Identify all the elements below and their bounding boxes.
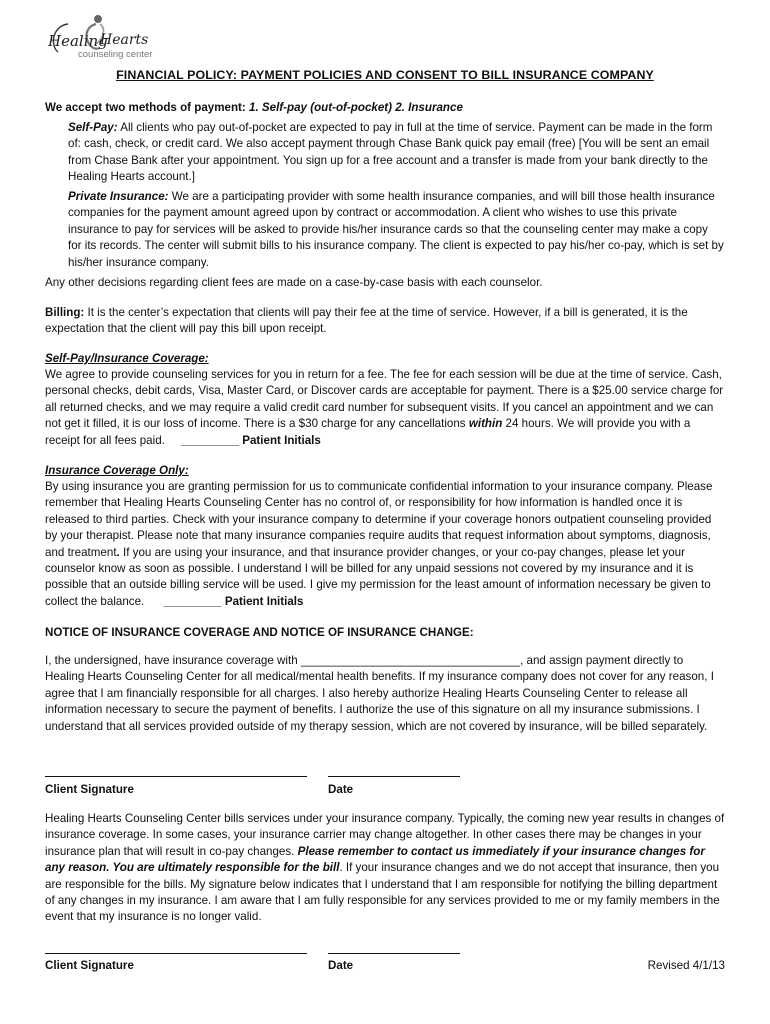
closing-text-b: . If your insurance changes and we do not accept that insurance, then you are responsible for the bills. My signature below indicates that I understand that I am responsible for notifying the billing department of any changes in my insurance. I am aware that I am fully responsible for any services provided to me or my family members in the event that my insurance is no longer valid. (45, 861, 720, 924)
self-pay-text: All clients who pay out-of-pocket are expected to pay in full at the time of service. Payment can be made in the form of: cash, check, or credit card. We also accept payment through Chase Bank quick pay email (free) [You will be sent an email from Chase Bank after your appointment. You sign up for a free account and a transfer is made from your bank directly to the Healing Hearts account.] (68, 121, 713, 184)
svg-text:counseling center: counseling center (78, 49, 153, 60)
page-title: FINANCIAL POLICY: PAYMENT POLICIES AND CONSENT TO BILL INSURANCE COMPANY (116, 68, 654, 82)
client-signature-label-2: Client Signature (45, 959, 134, 972)
self-pay-coverage-heading: Self-Pay/Insurance Coverage: (45, 352, 209, 365)
billing-paragraph (45, 305, 725, 338)
billing-text: It is the center’s expectation that clients will pay their fee at the time of service. However, if a bill is generated, it is the expectation that the client will pay this bill upon receipt. (45, 306, 688, 336)
client-signature-label-1: Client Signature (45, 783, 134, 796)
self-pay-label: Self-Pay: (68, 121, 118, 134)
payment-methods-lead: We accept two methods of payment: (45, 101, 246, 114)
self-pay-coverage-text-b: 24 hours. We will provide you with a receipt for all fees paid. (45, 417, 691, 447)
patient-initials-field-2[interactable]: _________ Patient Initials (163, 594, 304, 608)
self-pay-coverage-text-a: We agree to provide counseling services for you in return for a fee. The fee for each session will be due at the time of service. Cash, personal checks, debit cards, Visa, Master Card, or Discover cards are acceptable for payment. There is a $25.00 service charge for all returned checks, and we may require a valid credit card number for subsequent visits. If you cancel an appointment and we can not get it filled, it is our loss of income. There is a $30 charge for any cancellations (45, 368, 724, 431)
client-signature-line-2[interactable] (45, 953, 307, 954)
private-insurance-label: Private Insurance: (68, 190, 169, 203)
svg-text:Hearts: Hearts (100, 32, 149, 48)
logo-heart-figure-icon (44, 12, 164, 62)
insurance-only-text-a: By using insurance you are granting permission for us to communicate confidential information to your insurance company. Please remember that Healing Hearts Counseling Center has no control of, or responsibility for how information is handled once it is released to third parties. Check with your insurance company to determine if your coverage honors outpatient counseling provided by your therapist. Please note that many insurance companies require audits that request information about symptoms, diagnosis, and treatment (45, 480, 713, 559)
notice-paragraph: I, the undersigned, have insurance coverage with __________________________________, and assign payment directly to Healing Hearts Counseling Center for all medical/mental health benefits. If my insurance company does not cover for any reason, I agree that I am financially responsible for all charges. I also hereby authorize Healing Hearts Counseling Center to release all information necessary to secure the payment of benefits. I authorize the use of this signature on all my insurance submissions. I understand that all services provided outside of my therapy session, which are not covered by insurance, will be billed separately. (45, 654, 714, 733)
payment-methods-options: 1. Self-pay (out-of-pocket) 2. Insurance (249, 101, 463, 114)
self-pay-coverage-paragraph (45, 367, 725, 449)
svg-text:Healing: Healing (48, 32, 108, 50)
client-signature-line-1[interactable] (45, 776, 307, 777)
healing-hearts-logo (44, 12, 164, 62)
date-label-1: Date (328, 783, 354, 796)
insurance-only-text-b: If you are using your insurance, and that insurance provider changes, or your co-pay changes, please let your counselor know as soon as possible. I understand I will be billed for any unpaid sessions not covered by my insurance and it is possible that an outside billing service will be used. I give my permission for the least amount of information necessary be given to collect the balance. (45, 545, 711, 608)
closing-paragraph (45, 811, 725, 926)
date-label-2: Date (328, 959, 354, 972)
closing-text-a: Healing Hearts Counseling Center bills services under your insurance company. Typically, the coming new year results in changes of insurance coverage. In some cases, your insurance carrier may change altogether. In other cases there may be changes in your insurance plan that will result in co-pay changes. (45, 812, 725, 858)
payment-methods-line (45, 100, 725, 116)
patient-initials-field-1[interactable]: _________ Patient Initials (180, 433, 321, 447)
billing-label: Billing: (45, 306, 85, 319)
other-decisions-text: Any other decisions regarding client fees are made on a case-by-case basis with each counselor. (45, 276, 543, 289)
private-insurance-paragraph (68, 189, 724, 271)
date-line-2[interactable] (328, 953, 460, 954)
revised-date: Revised 4/1/13 (647, 959, 725, 972)
self-pay-coverage-emph: within (468, 417, 503, 431)
date-line-1[interactable] (328, 776, 460, 777)
notice-heading: NOTICE OF INSURANCE COVERAGE AND NOTICE OF INSURANCE CHANGE: (45, 626, 474, 639)
private-insurance-text: We are a participating provider with some health insurance companies, and will bill those health insurance companies for the payment amount agreed upon by contract or accommodation. A client who wishes to use this private insurance to pay for services will be asked to provide his/her insurance cards so that the counseling center may make a copy for its records. The center will submit bills to his insurance company. The client is expected to pay his/her co-pay, which is set by his/her insurance company. (68, 190, 724, 269)
insurance-only-paragraph: By using insurance you are granting permission for us to communicate confidential information to your insurance company. Please remember that Healing Hearts Counseling Center has no control of, or responsibility for how information is handled once it is released to third parties. Check with your insurance company to determine if your coverage honors outpatient counseling provided by your therapist. Please note that many insurance companies require audits that request information about symptoms, diagnosis, and treatment. If you are using your insurance, and that insurance provider changes, or your co-pay changes, please let your counselor know as soon as possible. I understand I will be billed for any unpaid sessions not covered by my insurance and it is possible that an outside billing service will be used. I give my permission for the least amount of information necessary be given to collect the balance. _________ Patient Initials (45, 480, 713, 608)
insurance-only-heading: Insurance Coverage Only: (45, 464, 189, 477)
self-pay-paragraph (68, 120, 724, 186)
closing-emph: Please remember to contact us immediately if your insurance changes for any reason. You are ultimately responsible for the bill (45, 844, 705, 875)
